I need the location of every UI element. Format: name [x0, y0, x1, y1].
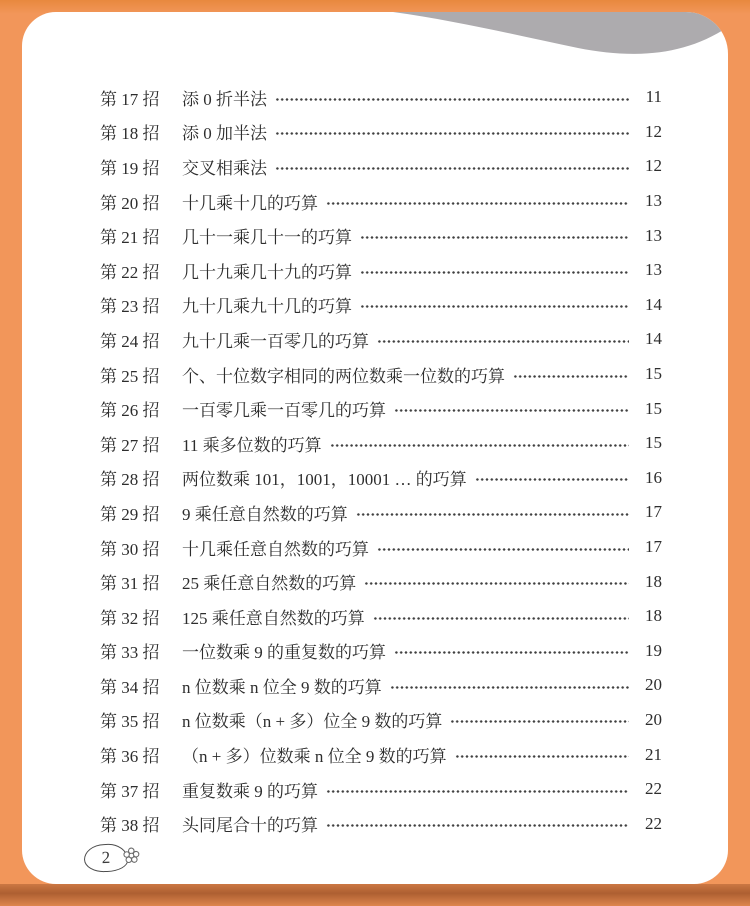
toc-row — [100, 115, 662, 150]
toc-entry-title: 重复数乘 9 的巧算 — [182, 781, 318, 801]
toc-entry-page: 22 — [645, 813, 662, 833]
toc-row — [100, 80, 662, 115]
toc-row — [100, 599, 662, 634]
toc-entry-number: 第 23 招 — [100, 297, 160, 317]
toc-row — [100, 634, 662, 669]
page-number-badge — [84, 843, 129, 873]
toc-page — [22, 12, 728, 884]
toc-entry-number: 第 25 招 — [100, 366, 160, 386]
toc-row — [100, 495, 662, 530]
toc-row — [100, 218, 662, 253]
toc-dot-leader — [326, 790, 629, 793]
toc-entry-title: （n + 多）位数乘 n 位全 9 数的巧算 — [182, 747, 447, 767]
toc-entry-page: 20 — [645, 675, 662, 695]
toc-dot-leader — [450, 720, 629, 723]
page-number: 2 — [101, 847, 111, 868]
toc-dot-leader — [360, 271, 629, 274]
toc-row — [100, 426, 662, 461]
toc-entry-page: 15 — [645, 433, 662, 453]
toc-entry-title: n 位数乘 n 位全 9 数的巧算 — [182, 677, 382, 697]
toc-entry-page: 18 — [645, 606, 662, 626]
toc-entry-page: 13 — [645, 191, 662, 211]
toc-entry-title: n 位数乘（n + 多）位全 9 数的巧算 — [182, 712, 443, 732]
toc-entry-page: 14 — [645, 329, 662, 349]
toc-dot-leader — [394, 651, 629, 654]
toc-dot-leader — [275, 132, 629, 135]
toc-dot-leader — [377, 340, 629, 343]
toc-entry-page: 20 — [645, 709, 662, 729]
toc-entry-number: 第 26 招 — [100, 401, 160, 421]
toc-entry-title: 头同尾合十的巧算 — [182, 816, 318, 836]
toc-entry-page: 12 — [645, 121, 662, 141]
toc-entry-number: 第 35 招 — [100, 712, 160, 732]
toc-entry-title: 9 乘任意自然数的巧算 — [182, 504, 348, 524]
toc-dot-leader — [394, 409, 629, 412]
toc-row — [100, 564, 662, 599]
toc-entry-number: 第 30 招 — [100, 539, 160, 559]
toc-entry-number: 第 21 招 — [100, 228, 160, 248]
toc-entry-title: 一百零几乘一百零几的巧算 — [182, 401, 386, 421]
toc-list — [22, 12, 728, 841]
toc-entry-page: 13 — [645, 225, 662, 245]
toc-dot-leader — [356, 513, 629, 516]
toc-dot-leader — [373, 617, 629, 620]
toc-entry-title: 交叉相乘法 — [182, 158, 267, 178]
toc-row — [100, 149, 662, 184]
toc-entry-number: 第 37 招 — [100, 781, 160, 801]
toc-entry-number: 第 33 招 — [100, 643, 160, 663]
toc-entry-title: 个、十位数字相同的两位数乘一位数的巧算 — [182, 366, 505, 386]
toc-dot-leader — [360, 236, 629, 239]
toc-entry-number: 第 24 招 — [100, 331, 160, 351]
toc-entry-page: 15 — [645, 364, 662, 384]
toc-entry-title: 11 乘多位数的巧算 — [182, 435, 322, 455]
toc-entry-number: 第 29 招 — [100, 504, 160, 524]
toc-row — [100, 253, 662, 288]
toc-entry-number: 第 38 招 — [100, 816, 160, 836]
toc-entry-page: 16 — [645, 467, 662, 487]
toc-entry-title: 九十几乘一百零几的巧算 — [182, 331, 369, 351]
toc-row — [100, 530, 662, 565]
toc-dot-leader — [455, 755, 629, 758]
toc-row — [100, 391, 662, 426]
toc-entry-title: 添 0 折半法 — [182, 89, 267, 109]
toc-dot-leader — [513, 375, 629, 378]
toc-dot-leader — [364, 582, 629, 585]
toc-entry-page: 14 — [645, 294, 662, 314]
toc-entry-page: 19 — [645, 640, 662, 660]
toc-row — [100, 703, 662, 738]
toc-row — [100, 806, 662, 841]
toc-entry-number: 第 28 招 — [100, 470, 160, 490]
toc-dot-leader — [390, 686, 629, 689]
toc-entry-title: 25 乘任意自然数的巧算 — [182, 574, 357, 594]
toc-entry-number: 第 36 招 — [100, 747, 160, 767]
toc-entry-title: 几十一乘几十一的巧算 — [182, 228, 352, 248]
toc-row — [100, 322, 662, 357]
toc-entry-title: 两位数乘 101，1001，10001 … 的巧算 — [182, 470, 467, 490]
toc-dot-leader — [275, 167, 629, 170]
toc-entry-title: 125 乘任意自然数的巧算 — [182, 608, 365, 628]
toc-dot-leader — [275, 98, 629, 101]
toc-entry-number: 第 32 招 — [100, 608, 160, 628]
toc-entry-number: 第 22 招 — [100, 262, 160, 282]
toc-dot-leader — [326, 824, 629, 827]
toc-entry-page: 18 — [645, 571, 662, 591]
toc-entry-page: 11 — [645, 87, 662, 107]
toc-entry-number: 第 18 招 — [100, 124, 160, 144]
toc-row — [100, 737, 662, 772]
toc-entry-number: 第 27 招 — [100, 435, 160, 455]
flower-doodle-icon — [123, 847, 141, 865]
toc-row — [100, 461, 662, 496]
toc-row — [100, 184, 662, 219]
toc-row — [100, 772, 662, 807]
toc-entry-page: 12 — [645, 156, 662, 176]
toc-dot-leader — [475, 478, 629, 481]
toc-dot-leader — [360, 305, 629, 308]
toc-row — [100, 357, 662, 392]
toc-entry-page: 17 — [645, 502, 662, 522]
toc-entry-number: 第 17 招 — [100, 89, 160, 109]
toc-entry-title: 添 0 加半法 — [182, 124, 267, 144]
toc-dot-leader — [326, 202, 629, 205]
toc-entry-number: 第 34 招 — [100, 677, 160, 697]
toc-entry-number: 第 20 招 — [100, 193, 160, 213]
toc-row — [100, 288, 662, 323]
toc-entry-page: 15 — [645, 398, 662, 418]
toc-dot-leader — [377, 548, 629, 551]
toc-entry-number: 第 31 招 — [100, 574, 160, 594]
toc-entry-number: 第 19 招 — [100, 158, 160, 178]
toc-entry-page: 22 — [645, 779, 662, 799]
toc-entry-page: 13 — [645, 260, 662, 280]
toc-entry-title: 几十九乘几十九的巧算 — [182, 262, 352, 282]
toc-entry-title: 十几乘任意自然数的巧算 — [182, 539, 369, 559]
toc-entry-page: 17 — [645, 537, 662, 557]
toc-entry-title: 九十几乘九十几的巧算 — [182, 297, 352, 317]
toc-entry-title: 一位数乘 9 的重复数的巧算 — [182, 643, 386, 663]
toc-entry-page: 21 — [645, 744, 662, 764]
toc-entry-title: 十几乘十几的巧算 — [182, 193, 318, 213]
toc-row — [100, 668, 662, 703]
toc-dot-leader — [330, 444, 629, 447]
page-bottom-shadow — [0, 884, 750, 906]
